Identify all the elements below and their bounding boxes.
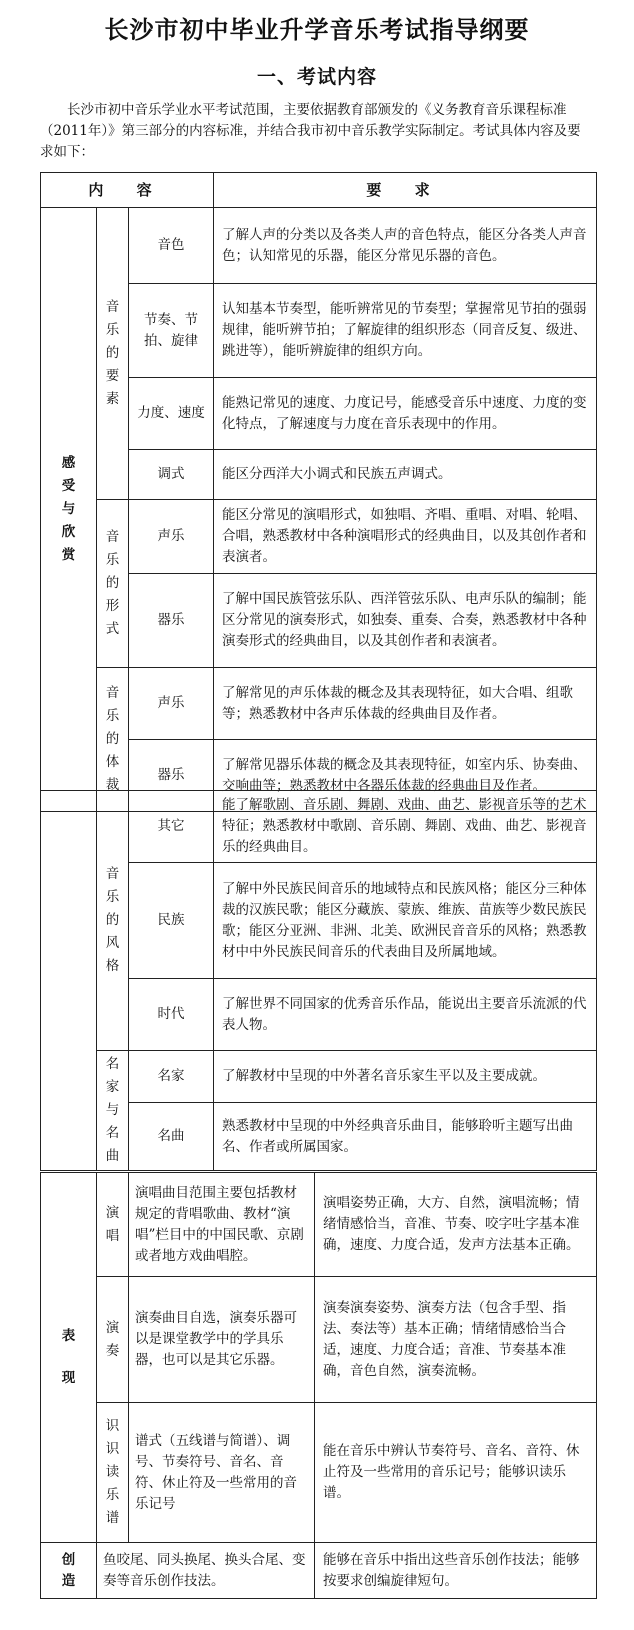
table-row — [41, 1277, 597, 1403]
group-music-forms: 音 乐 的 形 式 — [97, 500, 129, 668]
requirement-text: 了解中外民族民间音乐的地域特点和民族风格；能区分三种体裁的汉族民歌；能区分藏族、蒙族、维族、苗族等少数民族民歌；能区分亚洲、非洲、北美、欧洲民音音乐的风格；熟悉教材中中外民族民间音乐的代表曲目及所属地域。 — [214, 863, 597, 979]
requirement-text: 了解教材中呈现的中外著名音乐家生平以及主要成就。 — [214, 1051, 597, 1103]
content-text: 演唱曲目范围主要包括教材规定的背唱歌曲、教材“演唱”栏目中的中国民歌、京剧或者地方戏曲唱腔。 — [129, 1173, 315, 1277]
requirement-text: 演唱姿势正确，大方、自然，演唱流畅；情绪情感恰当，音准、节奏、咬字吐字基本准确，速度、力度合适，发声方法基本正确。 — [315, 1173, 597, 1277]
category-performance: 表 现 — [41, 1173, 97, 1543]
item-label: 调式 — [129, 450, 214, 500]
section-heading: 一、考试内容 — [256, 66, 377, 88]
item-label: 民族 — [129, 863, 214, 979]
category-creation: 创 造 — [41, 1543, 97, 1599]
table-row — [41, 791, 597, 863]
table-row — [41, 1051, 597, 1103]
item-label: 声乐 — [129, 668, 214, 740]
requirement-text: 熟悉教材中呈现的中外经典音乐曲目，能够聆听主题写出曲名、作者或所属国家。 — [214, 1103, 597, 1171]
content-text: 演奏曲目自选，演奏乐器可以是课堂教学中的学具乐器，也可以是其它乐器。 — [129, 1277, 315, 1403]
group-music-elements: 音 乐 的 要 素 — [97, 208, 129, 500]
content-text: 谱式（五线谱与简谱）、调号、节奏符号、音名、音符、休止符及一些常用的音乐记号 — [129, 1403, 315, 1543]
table-row — [41, 668, 597, 740]
requirement-text: 了解常见器乐体裁的概念及其表现特征，如室内乐、协奏曲、交响曲等；熟悉教材中各器乐体裁的经典曲目及作者。 — [214, 740, 597, 812]
item-label: 音色 — [129, 208, 214, 284]
table-row — [41, 500, 597, 574]
table-row — [41, 1173, 597, 1277]
item-reading-scores: 识 识 读 乐 谱 — [97, 1403, 129, 1543]
group-music-genres: 音 乐 的 体 裁 — [97, 668, 129, 812]
requirement-text: 认知基本节奏型，能听辨常见的节奏型；掌握常见节拍的强弱规律，能听辨节拍；了解旋律的组织形态（同音反复、级进、跳进等），能听辨旋律的组织方向。 — [214, 284, 597, 378]
item-label: 力度、速度 — [129, 378, 214, 450]
item-label: 名家 — [129, 1051, 214, 1103]
item-label: 节奏、节拍、旋律 — [129, 284, 214, 378]
syllabus-table-performance — [40, 1172, 597, 1599]
syllabus-table-appreciation — [40, 172, 597, 812]
requirement-text: 演奏演奏姿势、演奏方法（包含手型、指法、奏法等）基本正确；情绪情感恰当合适，速度、力度合适；音准、节奏基本准确，音色自然，演奏流畅。 — [315, 1277, 597, 1403]
intro-paragraph — [40, 100, 592, 163]
syllabus-table-styles — [40, 790, 597, 1171]
intro-text: 长沙市初中音乐学业水平考试范围，主要依据教育部颁发的《义务教育音乐课程标准（2011年）》第三部分的内容标准，并结合我市初中音乐教学实际制定。考试具体内容及要求如下： — [40, 102, 581, 160]
requirement-text: 能够在音乐中指出这些音乐创作技法；能够按要求创编旋律短句。 — [315, 1543, 597, 1599]
header-content: 内 容 — [41, 173, 214, 208]
item-label: 器乐 — [129, 574, 214, 668]
table-row — [41, 1543, 597, 1599]
requirement-text: 了解常见的声乐体裁的概念及其表现特征，如大合唱、组歌等；熟悉教材中各声乐体裁的经典曲目及作者。 — [214, 668, 597, 740]
requirement-text: 了解世界不同国家的优秀音乐作品，能说出主要音乐流派的代表人物。 — [214, 979, 597, 1051]
item-label: 声乐 — [129, 500, 214, 574]
table-row — [41, 1403, 597, 1543]
item-label: 其它 — [129, 791, 214, 863]
item-label: 时代 — [129, 979, 214, 1051]
table-header-row — [41, 173, 597, 208]
item-singing: 演 唱 — [97, 1173, 129, 1277]
requirement-text: 了解人声的分类以及各类人声的音色特点，能区分各类人声音色；认知常见的乐器，能区分常见乐器的音色。 — [214, 208, 597, 284]
group-masters-masterpieces: 名 家 与 名 曲 — [97, 1051, 129, 1171]
table-row — [41, 208, 597, 284]
item-playing: 演 奏 — [97, 1277, 129, 1403]
group-music-styles: 音 乐 的 风 格 — [97, 791, 129, 1051]
requirement-text: 能熟记常见的速度、力度记号，能感受音乐中速度、力度的变化特点，了解速度与力度在音乐表现中的作用。 — [214, 378, 597, 450]
header-requirements: 要 求 — [214, 173, 597, 208]
requirement-text: 能区分西洋大小调式和民族五声调式。 — [214, 450, 597, 500]
requirement-text: 能在音乐中辨认节奏符号、音名、音符、休止符及一些常用的音乐记号；能够识读乐谱。 — [315, 1403, 597, 1543]
content-text: 鱼咬尾、同头换尾、换头合尾、变奏等音乐创作技法。 — [97, 1543, 315, 1599]
requirement-text: 了解中国民族管弦乐队、西洋管弦乐队、电声乐队的编制；能区分常见的演奏形式，如独奏、重奏、合奏，熟悉教材中各种演奏形式的经典曲目，以及其创作者和表演者。 — [214, 574, 597, 668]
document-title: 长沙市初中毕业升学音乐考试指导纲要 — [104, 16, 530, 44]
category-blank — [41, 791, 97, 1171]
requirement-text: 能区分常见的演唱形式，如独唱、齐唱、重唱、对唱、轮唱、合唱，熟悉教材中各种演唱形式的经典曲目，以及其创作者和表演者。 — [214, 500, 597, 574]
item-label: 器乐 — [129, 740, 214, 812]
category-appreciation: 感 受 与 欣 赏 — [41, 208, 97, 812]
requirement-text: 能了解歌剧、音乐剧、舞剧、戏曲、曲艺、影视音乐等的艺术特征；熟悉教材中歌剧、音乐剧、舞剧、戏曲、曲艺、影视音乐的经典曲目。 — [214, 791, 597, 863]
item-label: 名曲 — [129, 1103, 214, 1171]
